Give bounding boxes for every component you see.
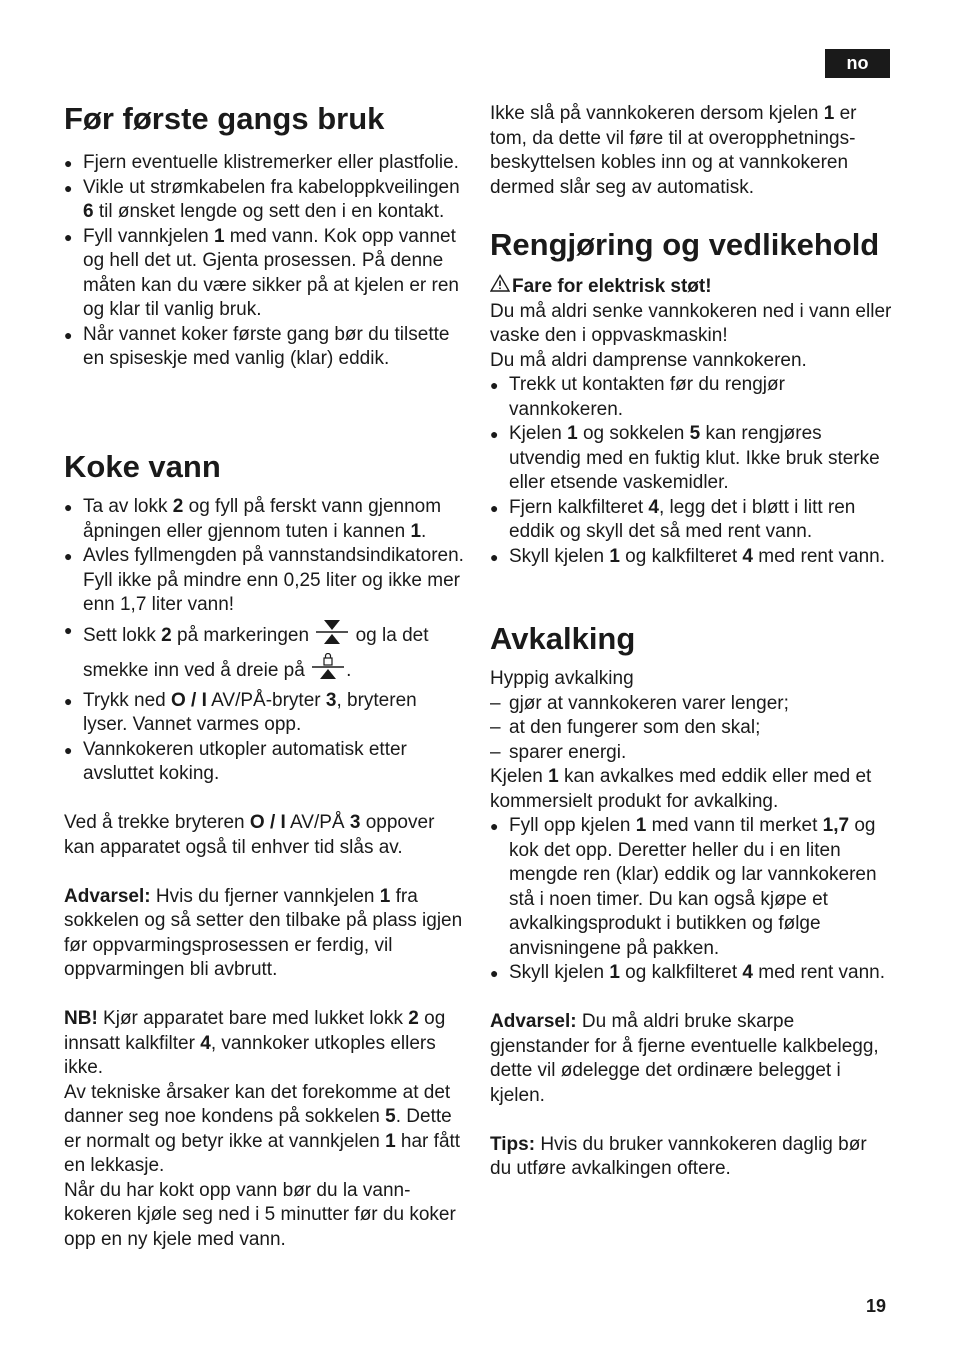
intro-paragraph [490, 102, 892, 200]
list-item: – sparer energi. [490, 741, 892, 766]
tips-paragraph [490, 1133, 892, 1182]
list-item-text: Vikle ut strømkabelen fra kabeloppkveilingen [83, 176, 460, 198]
reference-number: 5 [689, 423, 701, 444]
list-item-text: og la det smekke inn ved å dreie på [83, 624, 429, 681]
list-item-text: Trekk ut kontakten før du rengjør vannkokeren. [509, 374, 785, 420]
list-item-text: og kalkfilteret [619, 545, 743, 567]
descale-paragraph [490, 765, 892, 814]
list-item [490, 545, 892, 570]
page-number: 19 [866, 1296, 887, 1316]
descale-list [490, 814, 892, 986]
heading-descaling: Avkalking [490, 621, 636, 656]
list-item-text: og kok det opp. Deretter heller du i en liten mengde ren (klar) eddik og lar vannkokeren stå i noen timer. Du kan også kjøpe et avkalkingsprodukt i butikken og følge anvisningene på pakken. [509, 815, 877, 959]
list-item [64, 151, 466, 176]
list-item [64, 618, 466, 689]
descaling-section [490, 667, 892, 1182]
list-item [64, 689, 466, 738]
list-item [490, 814, 892, 961]
list-item-text: Avles fyllmengden på vannstandsindikatoren. Fyll ikke på mindre enn 0,25 liter og ikke mer enn 1,7 liter vann! [83, 545, 464, 615]
list-item-text: til ønsket lengde og sett den i en kontakt. [93, 201, 445, 222]
heading-cleaning: Rengjøring og vedlikehold [490, 227, 880, 262]
reference-number: 1 [609, 545, 620, 567]
text: Du må aldri bruke skarpe gjenstander for å fjerne eventuelle kalkbelegg, dette vil ødelegge det ordinære belegget i kjelen. [490, 1011, 879, 1106]
list-item [64, 225, 466, 323]
danger-text: Du må aldri senke vannkokeren ned i vann eller vaske den i oppvaskmaskin! [490, 300, 892, 346]
list-item-text: Ta av lokk [83, 496, 173, 517]
list-item [490, 961, 892, 986]
list-item-text: kan rengjøres utvendig med en fuktig klut. Ikke bruk sterke eller etsende vaskemidler. [509, 423, 880, 493]
text: Ved å trekke bryteren [64, 812, 250, 833]
list-item-text: . [421, 520, 427, 542]
technical-paragraph [64, 1081, 466, 1179]
text: og innsatt kalkfilter [64, 1008, 446, 1054]
list-item [64, 176, 466, 225]
list-item-text: Fjern eventuelle klistremerker eller plastfolie. [83, 152, 459, 173]
reference-number: 4 [200, 1032, 211, 1054]
nb-paragraph [64, 1007, 466, 1081]
boil-list [64, 495, 466, 787]
text: kan avkalkes med eddik eller med et kommersielt produkt for avkalking. [490, 766, 872, 812]
list-item-text: og sokkelen [577, 423, 690, 444]
list-item [64, 544, 466, 618]
fill-mark: 1,7 [822, 815, 850, 836]
switch-paragraph [64, 811, 466, 860]
benefit-list [490, 692, 892, 766]
text: . Dette er normalt og betyr ikke at vannkjelen [64, 1106, 452, 1152]
list-item-text: Kjelen [509, 423, 568, 444]
list-item-text: Fyll vannkjelen [83, 225, 214, 247]
warning-paragraph [64, 885, 466, 983]
list-item [64, 738, 466, 787]
list-item-text: Vannkokeren utkopler automatisk etter avsluttet koking. [83, 738, 407, 784]
text: er tom, da dette vil føre til at overopphetnings-beskyttelsen kobles inn og at vannkokeren dermed slår seg av automatisk. [490, 103, 857, 198]
boil-section [64, 495, 466, 1252]
reference-number: 6 [83, 201, 94, 222]
heading-boil-water: Koke vann [64, 449, 221, 484]
text: Hvis du bruker vannkokeren daglig bør du utføre avkalkingen oftere. [490, 1133, 867, 1179]
first-use-list [64, 151, 466, 372]
warning-label: Advarsel: [64, 885, 151, 907]
list-item-text: Trykk ned [83, 689, 171, 711]
warning-label: Advarsel: [490, 1011, 577, 1032]
warning-paragraph [490, 1010, 892, 1108]
list-item-text: , legg det i bløtt i litt ren eddik og skyll det så med rent vann. [509, 496, 856, 542]
text: , vannkoker utkoples ellers ikke. [64, 1032, 436, 1078]
reference-number: 4 [742, 962, 753, 983]
list-item-text: . [346, 659, 352, 681]
text: Kjelen [490, 766, 549, 787]
lid-marker-icon [314, 618, 350, 654]
text: har fått en lekkasje. [64, 1130, 461, 1176]
list-item-text: med vann. Kok opp vannet og hell det ut. Gjenta prosessen. På denne måten kan du være sikker på at kjelen er ren og klar til vanlig bruk. [83, 225, 459, 320]
list-item: – gjør at vannkokeren varer lenger; [490, 692, 892, 717]
reference-number: 3 [349, 812, 361, 833]
text: Kjør apparatet bare med lukket lokk [97, 1008, 409, 1029]
reference-number: 5 [385, 1106, 396, 1127]
reference-number: 1 [385, 1130, 396, 1152]
switch-symbol: O / I [171, 689, 207, 711]
text: fra sokkelen og så setter den tilbake på plass igjen før oppvarmingsprosessen er ferdig, vil oppvarmingen bli avbrutt. [64, 885, 463, 980]
reference-number: 1 [548, 766, 559, 787]
reference-number: 3 [325, 689, 337, 711]
list-item-text: Sett lokk [83, 624, 162, 646]
list-item: – at den fungerer som den skal; [490, 716, 892, 741]
reference-number: 1 [823, 103, 835, 124]
danger-title: Fare for elektrisk støt! [512, 275, 712, 297]
list-item-text: , bryteren lyser. Vannet varmes opp. [83, 689, 417, 735]
cleaning-section [490, 274, 892, 569]
list-item-text: Fjern kalkfilteret [509, 496, 649, 518]
list-item-text: på markeringen [171, 624, 315, 646]
text: Av tekniske årsaker kan det forekomme at det danner seg noe kondens på sokkelen [64, 1081, 451, 1127]
reference-number: 1 [567, 423, 578, 444]
language-badge: no [825, 49, 890, 78]
list-item [490, 422, 892, 496]
list-item [490, 496, 892, 545]
reference-number: 1 [609, 962, 620, 983]
reference-number: 1 [213, 225, 225, 247]
switch-symbol: O / I [249, 812, 286, 833]
list-item-text: Fyll opp kjelen [509, 815, 636, 836]
list-item-text: og fyll på ferskt vann gjennom åpningen eller gjennom tuten i kannen [83, 496, 442, 542]
text: AV/PÅ [285, 812, 350, 833]
list-item-text: AV/PÅ-bryter [206, 689, 326, 711]
reference-number: 2 [161, 624, 172, 646]
reference-number: 2 [172, 496, 184, 517]
list-item-text: med vann til merket [646, 815, 823, 836]
list-item [64, 495, 466, 544]
list-item-text: Skyll kjelen [509, 962, 610, 983]
text: oppover kan apparatet også til enhver tid slås av. [64, 812, 435, 858]
danger-heading [490, 274, 892, 300]
list-item-text: med rent vann. [752, 545, 886, 567]
heading-first-use: Før første gangs bruk [64, 101, 385, 136]
reference-number: 1 [635, 815, 647, 836]
reference-number: 2 [408, 1008, 419, 1029]
reference-number: 4 [648, 496, 659, 518]
nb-label: NB! [64, 1008, 98, 1029]
cooling-paragraph: Når du har kokt opp vann bør du la vann-kokeren kjøle seg ned i 5 minutter før du koker opp en ny kjele med vann. [64, 1179, 456, 1250]
danger-text: Du må aldri damprense vannkokeren. [490, 349, 807, 371]
list-item [64, 323, 466, 372]
text: Hvis du fjerner vannkjelen [150, 885, 380, 907]
list-item-text: Når vannet koker første gang bør du tilsette en spiseskje med vanlig (klar) eddik. [83, 323, 450, 369]
tips-label: Tips: [490, 1133, 536, 1155]
reference-number: 1 [410, 520, 422, 542]
cleaning-list [490, 373, 892, 569]
text: Ikke slå på vannkokeren dersom kjelen [490, 103, 824, 124]
reference-number: 4 [742, 545, 753, 567]
reference-number: 1 [379, 885, 391, 907]
list-item-text: med rent vann. [752, 962, 886, 983]
list-item-text: Skyll kjelen [509, 545, 610, 567]
lock-icon [310, 653, 346, 689]
list-item [490, 373, 892, 422]
frequency-text: Hyppig avkalking [490, 668, 634, 689]
list-item-text: og kalkfilteret [619, 962, 743, 983]
warning-triangle-icon [490, 274, 512, 300]
